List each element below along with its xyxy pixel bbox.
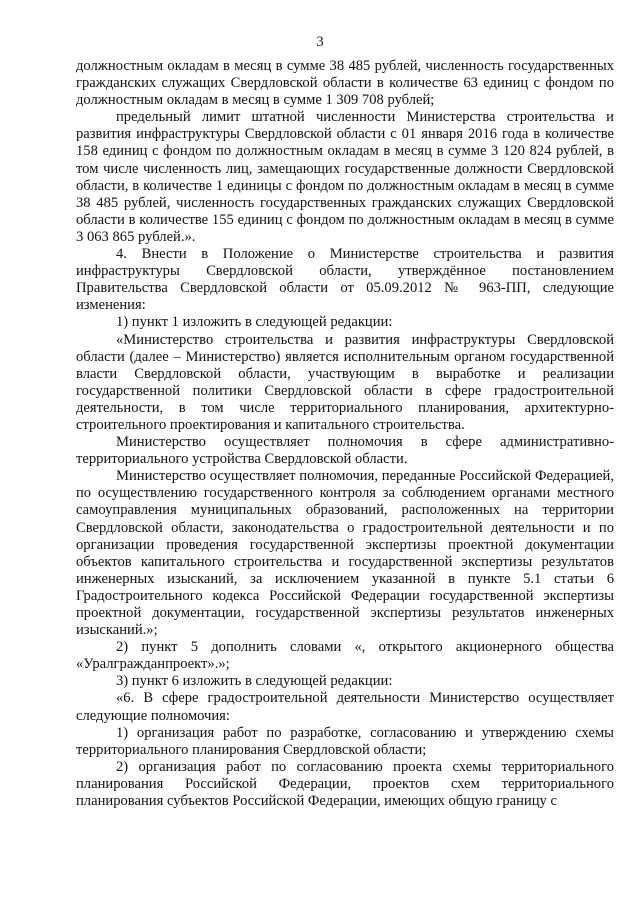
paragraph-3: 4. Внести в Положение о Министерстве строительства и развития инфраструктуры Свердловской области, утверждённое постановлением Правительства Свердловской области от 05.09.2012 № 963-ПП, следующие изменения: <box>76 246 614 314</box>
page-number: 3 <box>316 34 324 50</box>
paragraph-7: Министерство осуществляет полномочия, переданные Российской Федерацией, по осуществлению государственного контроля за соблюдением органами местного самоуправления муниципальных образований, расположенных на территории Свердловской области, законодательства о градостроительной деятельности и по организации проведения государственной экспертизы проектной документации объектов капитального строительства и государственной экспертизы результатов инженерных изысканий, за исключением указанной в пункте 5.1 статьи 6 Градостроительного кодекса Российской Федерации государственной экспертизы проектной документации, государственной экспертизы результатов инженерных изысканий.»; <box>76 468 614 639</box>
paragraph-10: «6. В сфере градостроительной деятельности Министерство осуществляет следующие полномочия: <box>76 690 614 724</box>
document-body <box>76 58 614 810</box>
paragraph-1: должностным окладам в месяц в сумме 38 485 рублей, численность государственных гражданских служащих Свердловской области в количестве 63 единиц с фондом по должностным окладам в месяц в сумме 1 309 708 рублей; <box>76 58 614 109</box>
paragraph-4: 1) пункт 1 изложить в следующей редакции: <box>116 314 393 331</box>
paragraph-11: 1) организация работ по разработке, согласованию и утверждению схемы территориального планирования Свердловской области; <box>76 724 614 758</box>
paragraph-9: 3) пункт 6 изложить в следующей редакции: <box>116 673 393 690</box>
paragraph-5: «Министерство строительства и развития инфраструктуры Свердловской области (далее – Министерство) является исполнительным органом государственной власти Свердловской области, участвующим в выработке и реализации государственной политики Свердловской области в сфере градостроительной деятельности, в том числе территориального планирования, архитектурно-строительного проектирования и капитального строительства. <box>76 331 614 433</box>
paragraph-12: 2) организация работ по согласованию проекта схемы территориального планирования Российской Федерации, проектов схем территориального планирования субъектов Российской Федерации, имеющих общую границу с <box>76 758 614 810</box>
paragraph-2: предельный лимит штатной численности Министерства строительства и развития инфраструктуры Свердловской области с 01 января 2016 года в количестве 158 единиц с фондом по должностным окладам в месяц в сумме 3 120 824 рублей, в том числе численность лиц, замещающих государственные должности Свердловской области, в количестве 1 единицы с фондом по должностным окладам в месяц в сумме 38 485 рублей, численность государственных гражданских служащих Свердловской области в количестве 155 единиц с фондом по должностным окладам в месяц в сумме 3 063 865 рублей.». <box>76 109 614 245</box>
paragraph-6: Министерство осуществляет полномочия в сфере административно-территориального устройства Свердловской области. <box>76 434 614 468</box>
paragraph-8: 2) пункт 5 дополнить словами «, открытого акционерного общества «Уралгражданпроект».»; <box>76 639 614 673</box>
